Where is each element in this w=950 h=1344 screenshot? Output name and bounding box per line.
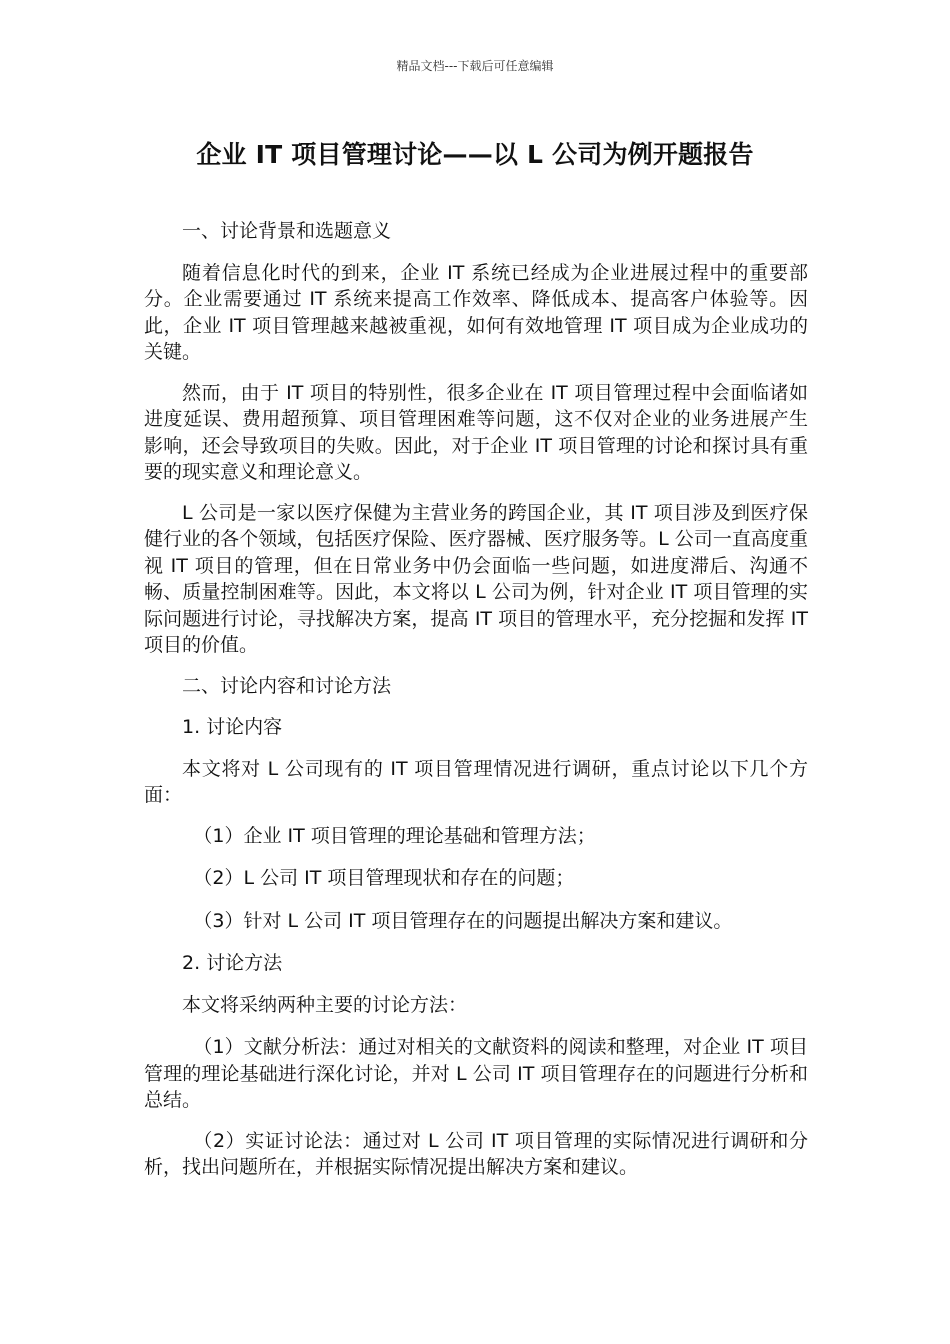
paragraph-content-intro: 本文将对 L 公司现有的 IT 项目管理情况进行调研，重点讨论以下几个方面： [144, 757, 808, 806]
paragraph-background-2: 然而，由于 IT 项目的特别性，很多企业在 IT 项目管理过程中会面临诸如进度延误、费用超预算、项目管理困难等问题，这不仅对企业的业务进展产生影响，还会导致项目的失败。因此，对于企业 IT 项目管理的讨论和探讨具有重要的现实意义和理论意义。 [144, 381, 808, 483]
paragraph-background-1: 随着信息化时代的到来，企业 IT 系统已经成为企业进展过程中的重要部分。企业需要通过 IT 系统来提高工作效率、降低成本、提高客户体验等。因此，企业 IT 项目管理越来越被重视，如何有效地管理 IT 项目成为企业成功的关键。 [144, 261, 808, 363]
section-heading-1: 一、讨论背景和选题意义 [182, 220, 392, 242]
list-item-content-1: （1）企业 IT 项目管理的理论基础和管理方法； [193, 824, 596, 847]
document-title: 企业 IT 项目管理讨论——以 L 公司为例开题报告 [196, 140, 754, 169]
header-note: 精品文档---下载后可任意编辑 [396, 59, 554, 73]
subheading-method: 2. 讨论方法 [182, 952, 283, 974]
document-body [144, 218, 808, 1195]
list-item-method-1: （1）文献分析法：通过对相关的文献资料的阅读和整理，对企业 IT 项目管理的理论基础进行深化讨论，并对 L 公司 IT 项目管理存在的问题进行分析和总结。 [144, 1036, 808, 1111]
paragraph-company-intro: L 公司是一家以医疗保健为主营业务的跨国企业，其 IT 项目涉及到医疗保健行业的各个领域，包括医疗保险、医疗器械、医疗服务等。L 公司一直高度重视 IT 项目的管理，但在日常业务中仍会面临一些问题，如进度滞后、沟通不畅、质量控制困难等。因此，本文将以 L 公司为例，针对企业 IT 项目管理的实际问题进行讨论，寻找解决方案，提高 IT 项目的管理水平，充分挖掘和发挥 IT 项目的价值。 [144, 501, 808, 656]
list-item-content-2: （2）L 公司 IT 项目管理现状和存在的问题； [193, 867, 575, 889]
subheading-content: 1. 讨论内容 [182, 716, 283, 738]
list-item-method-2: （2）实证讨论法：通过对 L 公司 IT 项目管理的实际情况进行调研和分析，找出问题所在，并根据实际情况提出解决方案和建议。 [144, 1129, 808, 1178]
section-heading-2: 二、讨论内容和讨论方法 [182, 674, 392, 697]
list-item-content-3: （3）针对 L 公司 IT 项目管理存在的问题提出解决方案和建议。 [193, 909, 733, 932]
paragraph-method-intro: 本文将采纳两种主要的讨论方法： [182, 993, 468, 1016]
